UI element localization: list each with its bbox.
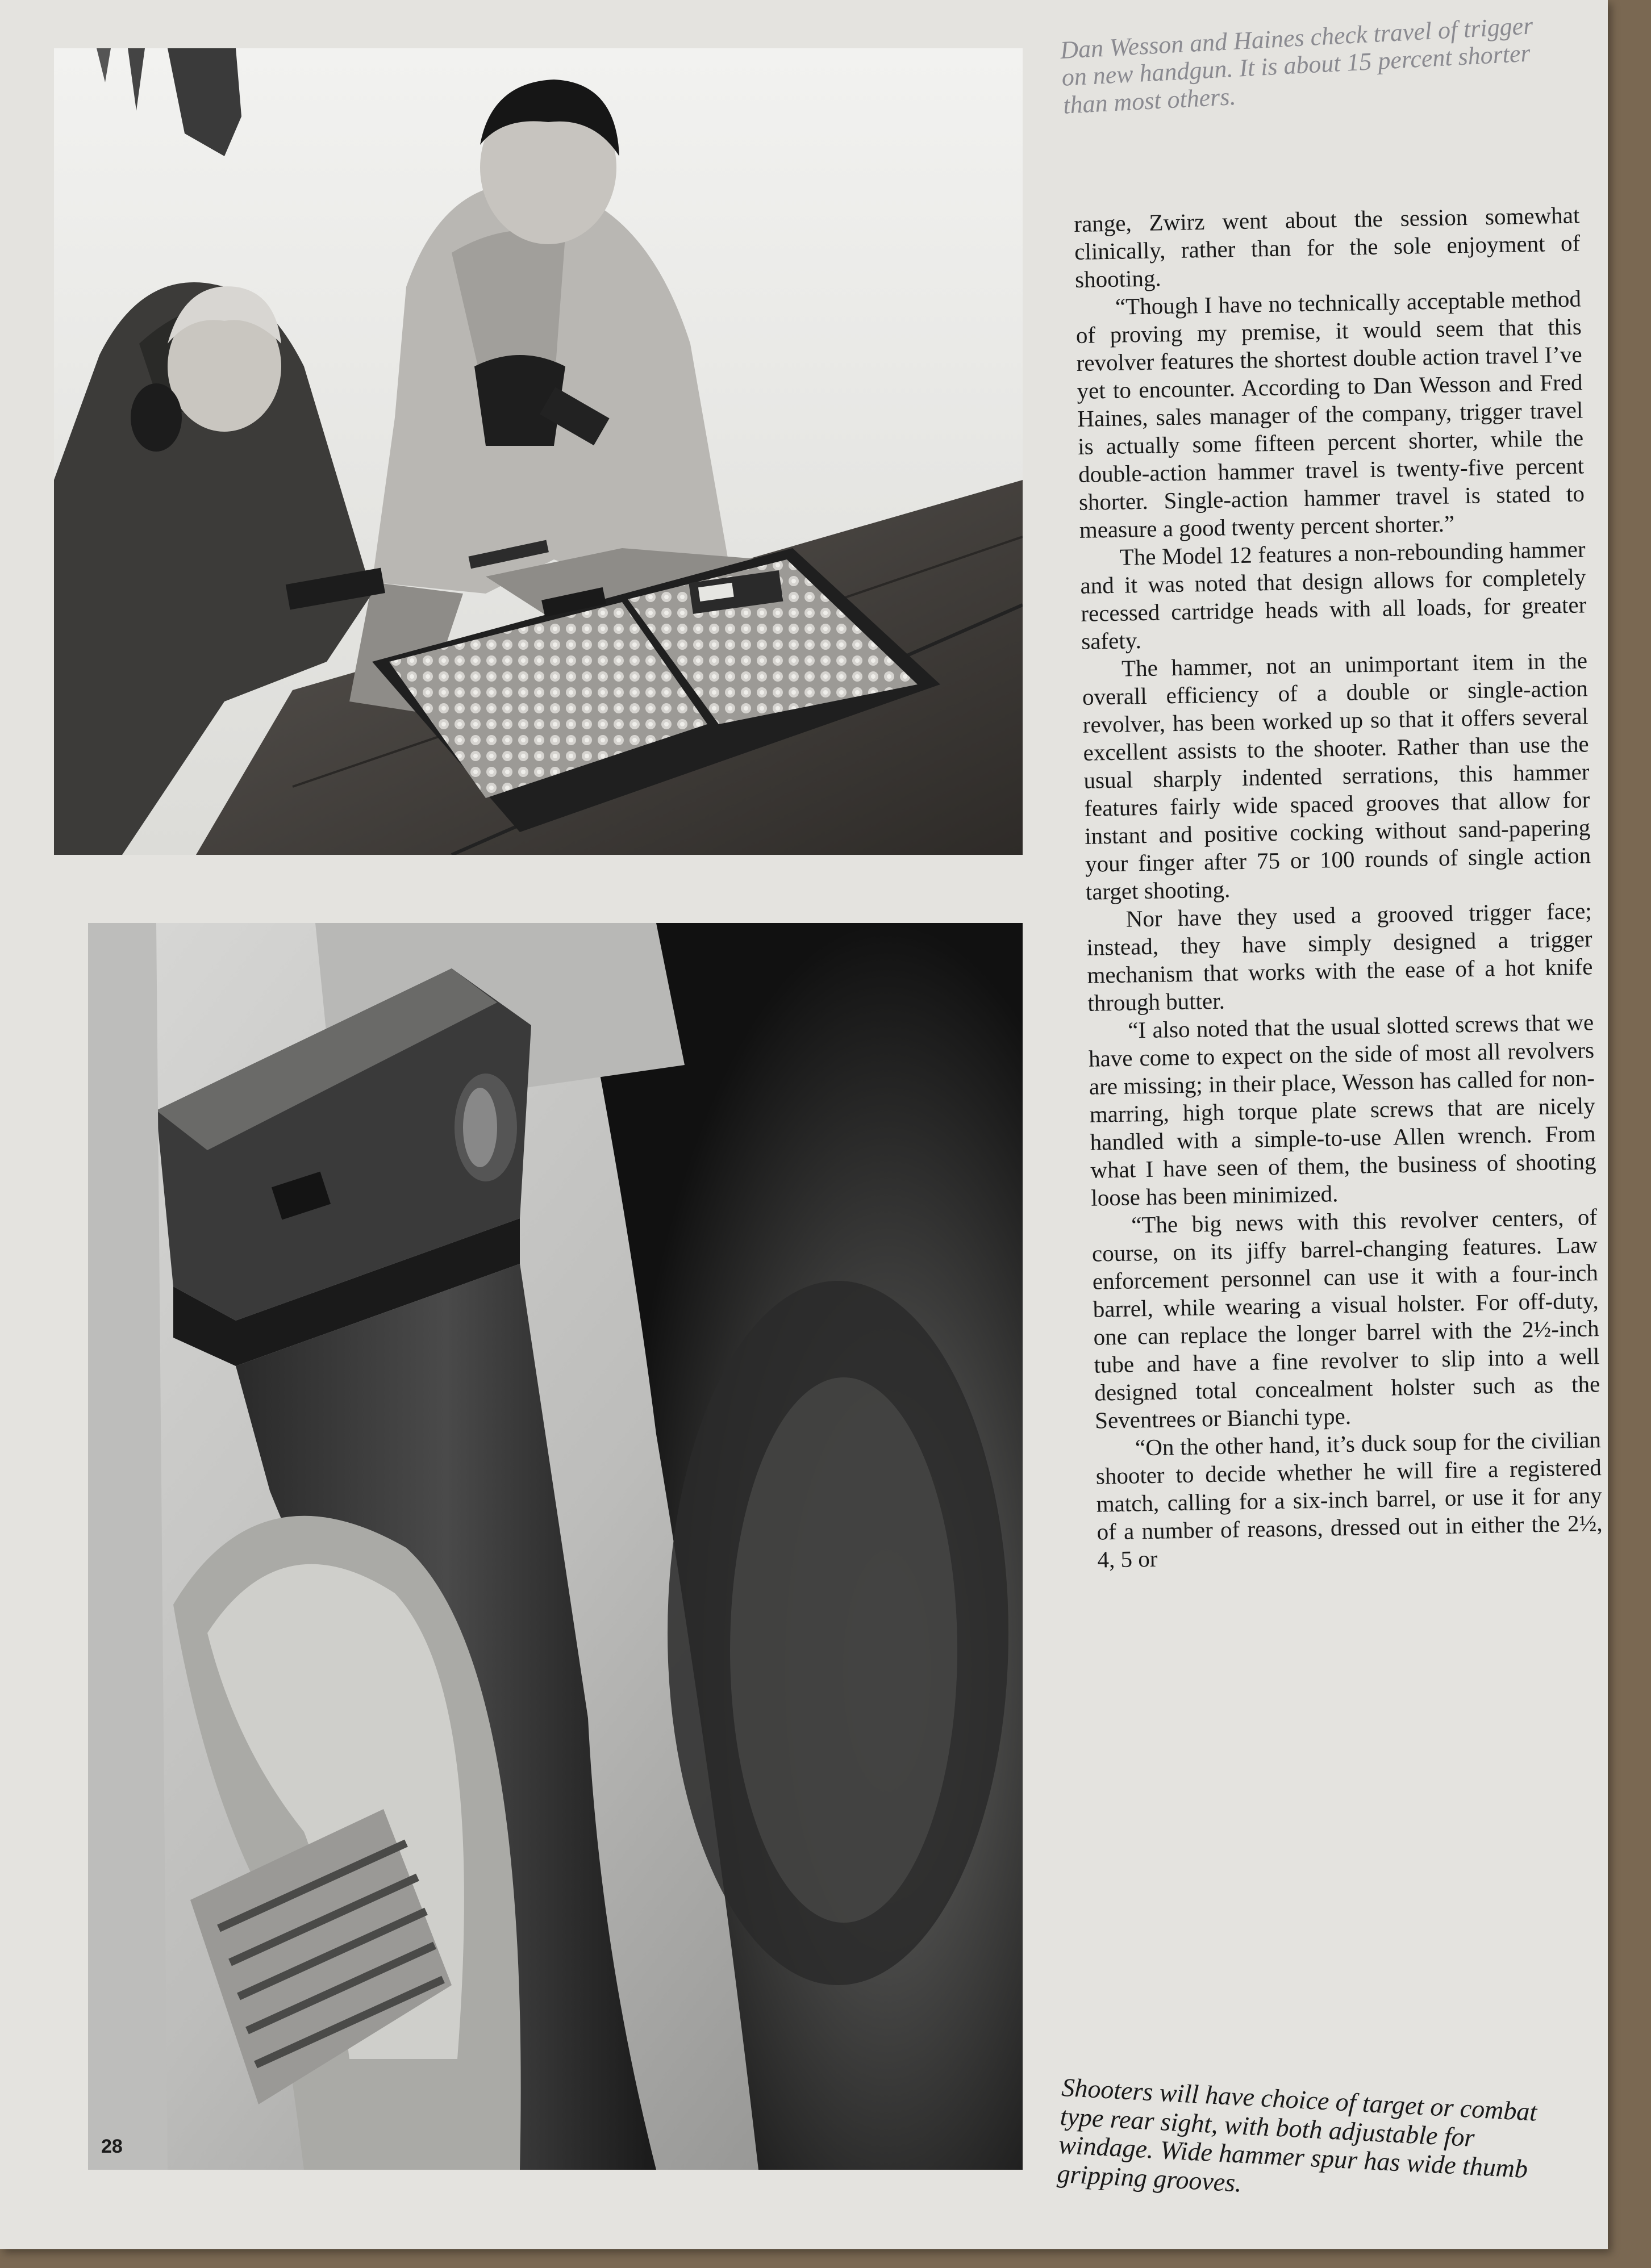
- photo-caption-top: Dan Wesson and Haines check travel of trigger on new handgun. It is about 15 percent shorter than most others.: [1059, 11, 1534, 119]
- photo-rear-sight-hammer-closeup: [88, 923, 1023, 2170]
- page-number: 28: [101, 2136, 123, 2157]
- article-paragraph: “The big news with this revolver centers, of course, on its jiffy barrel-changing features. Law enforcement personnel can use it with a four-inch barrel, while wearing a visual holster. For off-duty, one can replace the longer barrel with the 2½-inch tube and have a fine revolver to slip into a well designed total concealment holster such as the Seventrees or Bianchi type.: [1091, 1204, 1600, 1434]
- article-column: [1074, 201, 1603, 1573]
- article-paragraph: The hammer, not an unimportant item in the overall efficiency of a double or single-action revolver, has been worked up so that it offers several excellent assists to the shooter. Rather than use the usual sharply indented serrations, this hammer features fairly wide spaced grooves that allow for instant and positive cocking without sand-papering your finger after 75 or 100 rounds of single action target shooting.: [1082, 647, 1591, 905]
- article-paragraph: “I also noted that the usual slotted screws that we have come to expect on the side of most all revolvers are missing; in their place, Wesson has called for non-marring, high torque plate screws that are nicely handled with a simple-to-use Allen wrench. From what I have seen of them, the business of shooting loose has been minimized.: [1088, 1009, 1596, 1211]
- article-paragraph: “On the other hand, it’s duck soup for the civilian shooter to decide whether he will fire a registered match, calling for a six-inch barrel, or use it for any of a number of reasons, dressed out in either the 2½, 4, 5 or: [1095, 1426, 1603, 1573]
- article-paragraph: Nor have they used a grooved trigger face; instead, they have simply designed a trigger mechanism that works with the ease of a hot knife through butter.: [1086, 897, 1593, 1016]
- photo-caption-bottom: Shooters will have choice of target or combat type rear sight, with both adjustable for windage. Wide hammer spur has wide thumb gripping grooves.: [1056, 2073, 1538, 2198]
- article-paragraph: The Model 12 features a non-rebounding hammer and it was noted that design allows for completely recessed cartridge heads with all loads, for greater safety.: [1080, 536, 1587, 654]
- article-paragraph: range, Zwirz went about the session somewhat clinically, rather than for the sole enjoyment of shooting.: [1074, 202, 1581, 293]
- photo-men-with-revolver-case: [54, 48, 1023, 855]
- article-paragraph: “Though I have no technically acceptable method of proving my premise, it would seem that this revolver features the shortest double action travel I’ve yet to encounter. According to Dan Wesson and Fred Haines, sales manager of the company, trigger travel is actually some fifteen percent shorter, while the double-action hammer travel is twenty-five percent shorter. Single-action hammer travel is stated to measure a good twenty percent shorter.”: [1075, 285, 1585, 543]
